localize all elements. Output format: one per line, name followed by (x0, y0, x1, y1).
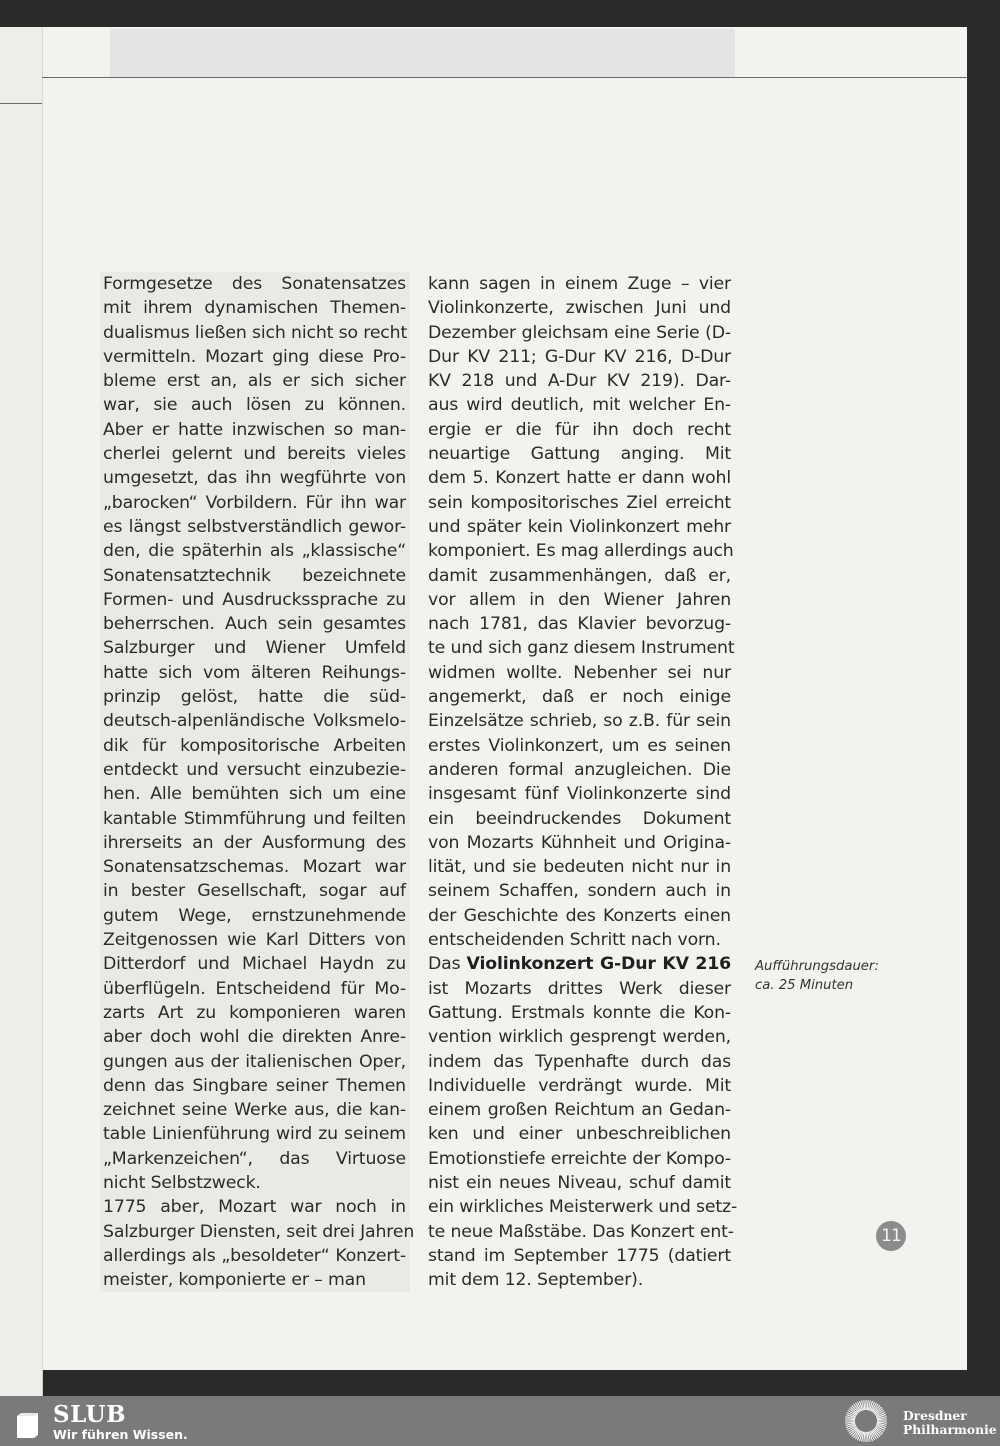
text-line: deutsch-alpenländische Volksmelo- (103, 711, 406, 732)
text-line: kann sagen in einem Zuge – vier (428, 274, 731, 294)
dp-line-2: Philharmonie (903, 1422, 997, 1437)
dresdner-philharmonie-logo-text (903, 1409, 997, 1437)
work-title: Violinkonzert G-Dur KV 216 (466, 954, 732, 975)
text-line: te und sich ganz diesem Instrument (428, 638, 735, 659)
text-line: Dur KV 211; G-Dur KV 216, D-Dur (428, 346, 731, 367)
text-line: vermitteln. Mozart ging diese Pro- (103, 346, 406, 367)
text-line: Ditterdorf und Michael Haydn zu (103, 954, 406, 975)
text-line: Formen- und Ausdruckssprache zu (103, 589, 406, 610)
text-line: zeichnet seine Werke aus, die kan- (103, 1100, 406, 1121)
text-line: table Linienführung wird zu seinem (103, 1124, 406, 1145)
text-line: Sonatensatztechnik bezeichnete (103, 565, 406, 586)
performance-duration-note (755, 957, 905, 995)
header-rule (42, 77, 967, 78)
text-line: Salzburger und Wiener Umfeld (103, 638, 406, 659)
text-line: Formgesetze des Sonatensatzes (103, 274, 406, 294)
sun-ray (845, 1422, 855, 1423)
text-line: neuartige Gattung anging. Mit (428, 444, 731, 465)
text-line: und später kein Violinkonzert mehr (428, 516, 731, 537)
sun-ray (845, 1419, 855, 1420)
text-column-left (103, 272, 415, 1292)
dp-line-1: Dresdner (903, 1408, 967, 1423)
text-line: cherlei gelernt und bereits vieles (103, 444, 406, 465)
text-line: Salzburger Diensten, seit drei Jahren (103, 1221, 415, 1242)
sun-ray (867, 1432, 868, 1442)
text-line: sein kompositorisches Ziel erreicht (428, 492, 731, 513)
text-line: nach 1781, das Klavier bevorzug- (428, 614, 731, 635)
text-line: entscheidenden Schritt nach vorn. (428, 930, 721, 951)
text-line: bleme erst an, als er sich sicher (103, 371, 406, 392)
text-line: Individuelle verdrängt wurde. Mit (428, 1075, 731, 1096)
text-line: Aber er hatte inzwischen so man- (103, 419, 406, 440)
text-column-right (428, 272, 738, 1292)
text-line: ein beeindruckendes Dokument (428, 808, 731, 829)
text-line: vor allem in den Wiener Jahren (428, 589, 731, 610)
text-line: mit ihrem dynamischen Themen- (103, 298, 406, 319)
highlight-line (428, 952, 731, 976)
text-line: kantable Stimmführung und feilten (103, 808, 406, 829)
text-line: denn das Singbare seiner Themen (103, 1075, 406, 1096)
text-line: dualismus ließen sich nicht so recht (103, 322, 408, 343)
text-line: insgesamt fünf Violinkonzerte sind (428, 784, 731, 805)
text-line: Gattung. Erstmals konnte die Kon- (428, 1002, 731, 1023)
text-line: gungen aus der italienischen Oper, (103, 1051, 406, 1072)
text-line: damit zusammenhängen, daß er, (428, 565, 731, 586)
text-line: der Geschichte des Konzerts einen (428, 905, 731, 926)
text-line: beherrschen. Auch sein gesamtes (103, 614, 406, 635)
text-line: von Mozarts Kühnheit und Origina- (428, 832, 731, 853)
highlight-prefix: Das (428, 954, 461, 975)
text-line: mit dem 12. September). (428, 1270, 644, 1291)
text-line: ken und einer unbeschreiblichen (428, 1124, 731, 1145)
text-line: seinem Schaffen, sondern auch in (428, 881, 731, 902)
text-line: den, die späterhin als „klassische“ (103, 541, 406, 562)
sun-ray (877, 1422, 887, 1423)
previous-page-edge (0, 27, 43, 1397)
text-line: widmen wollte. Nebenher sei nur (428, 662, 731, 683)
text-line: entdeckt und versucht einzubezie- (103, 759, 406, 780)
duration-value: ca. 25 Minuten (755, 978, 854, 993)
duration-label: Aufführungsdauer: (755, 959, 879, 974)
sun-ray (877, 1419, 887, 1420)
text-line: Zeitgenossen wie Karl Ditters von (103, 930, 406, 951)
text-line: allerdings als „besoldeter“ Konzert- (103, 1245, 406, 1266)
text-line: einem großen Reichtum an Gedan- (428, 1100, 731, 1121)
text-line: angemerkt, daß er noch einige (428, 687, 731, 708)
text-line: aus wird deutlich, mit welcher En- (428, 395, 731, 416)
text-line: gutem Wege, ernstzunehmende (103, 905, 406, 926)
text-line: KV 218 und A-Dur KV 219). Dar- (428, 371, 731, 392)
text-line: vention wirklich gesprengt werden, (428, 1027, 731, 1048)
text-line: Dezember gleichsam eine Serie (D- (428, 322, 731, 343)
text-line: anderen formal anzugleichen. Die (428, 759, 731, 780)
text-line: prinzip gelöst, hatte die süd- (103, 687, 406, 708)
text-line: ihrerseits an der Ausformung des (103, 832, 406, 853)
text-line: Violinkonzerte, zwischen Juni und (428, 298, 731, 319)
text-line: stand im September 1775 (datiert (428, 1245, 731, 1266)
text-line: dem 5. Konzert hatte er dann wohl (428, 468, 731, 489)
text-line: 1775 aber, Mozart war noch in (103, 1197, 406, 1218)
slub-logo-title: SLUB (53, 1401, 127, 1428)
text-line: aber doch wohl die direkten Anre- (103, 1027, 406, 1048)
text-line: nist ein neues Niveau, schuf damit (428, 1172, 731, 1193)
text-line: Emotionstiefe erreichte der Kompo- (428, 1148, 731, 1169)
header-band (110, 29, 735, 77)
text-line: lität, und sie bedeuten nicht nur in (428, 857, 731, 878)
text-line: umgesetzt, das ihn wegführte von (103, 468, 406, 489)
text-line: ergie er die für ihn doch recht (428, 419, 731, 440)
text-line: nicht Selbstzweck. (103, 1172, 261, 1193)
slub-book-icon (14, 1413, 40, 1441)
sun-ray (867, 1400, 868, 1410)
sun-ray (864, 1400, 865, 1410)
text-line: Sonatensatzschemas. Mozart war (103, 857, 406, 878)
text-line: komponiert. Es mag allerdings auch (428, 541, 734, 562)
text-line: „barocken“ Vorbildern. Für ihn war (103, 492, 406, 513)
text-line: hatte sich vom älteren Reihungs- (103, 662, 406, 683)
text-line: es längst selbstverständlich gewor- (103, 516, 406, 537)
text-line: hen. Alle bemühten sich um eine (103, 784, 406, 805)
page-number-badge: 11 (876, 1221, 906, 1251)
dresdner-philharmonie-sun-icon (843, 1398, 889, 1444)
text-line: erstes Violinkonzert, um es seinen (428, 735, 731, 756)
text-line: indem das Typenhafte durch das (428, 1051, 731, 1072)
text-line: ein wirkliches Meisterwerk und setz- (428, 1197, 738, 1218)
text-line: war, sie auch lösen zu können. (103, 395, 406, 416)
text-line: zarts Art zu komponieren waren (103, 1002, 406, 1023)
previous-page-rule (0, 103, 42, 104)
slub-logo-tagline: Wir führen Wissen. (53, 1427, 188, 1442)
text-line: „Markenzeichen“, das Virtuose (103, 1148, 406, 1169)
text-line: dik für kompositorische Arbeiten (103, 735, 406, 756)
text-line: Einzelsätze schrieb, so z.B. für sein (428, 711, 731, 732)
text-line: ist Mozarts drittes Werk dieser (428, 978, 731, 999)
text-line: te neue Maßstäbe. Das Konzert ent- (428, 1221, 734, 1242)
text-line: in bester Gesellschaft, sogar auf (103, 881, 406, 902)
text-line: überflügeln. Entscheidend für Mo- (103, 978, 406, 999)
sun-ray (864, 1432, 865, 1442)
text-line: meister, komponierte er – man (103, 1270, 366, 1291)
